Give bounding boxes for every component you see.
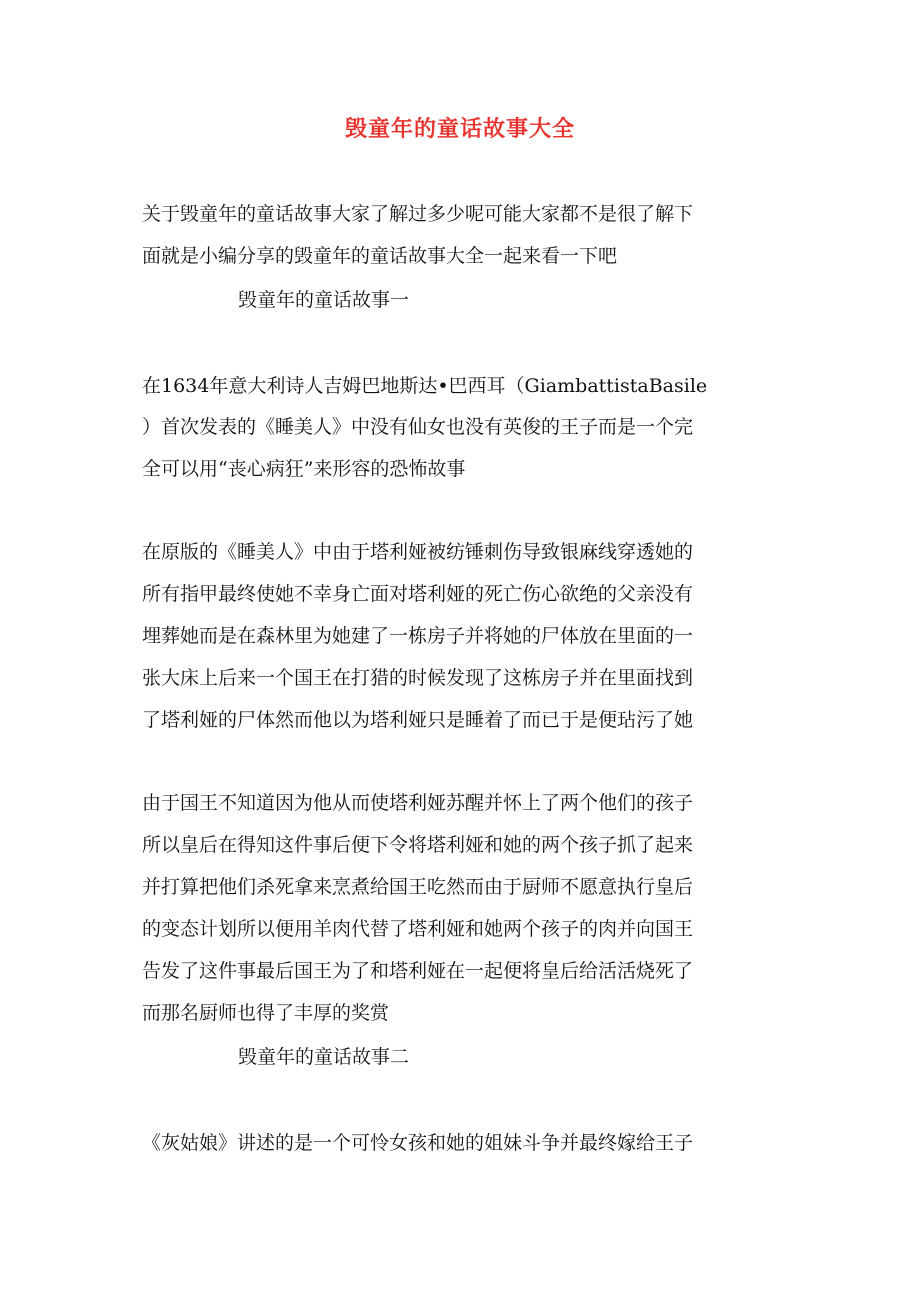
paragraph-3-line-1: 由于国王不知道因为他从而使塔利娅苏醒并怀上了两个他们的孩子: [142, 792, 694, 814]
paragraph-1-line-3: 全可以用“丧心病狂”来形容的恐怖故事: [142, 458, 466, 480]
paragraph-2-line-4: 张大床上后来一个国王在打猎的时候发现了这栋房子并在里面找到: [142, 667, 694, 689]
intro-line-2: 面就是小编分享的毁童年的童话故事大全一起来看一下吧: [142, 245, 618, 267]
paragraph-1-line-2: ）首次发表的《睡美人》中没有仙女也没有英俊的王子而是一个完: [142, 416, 694, 438]
section-heading-1: 毁童年的童话故事一: [238, 289, 410, 311]
paragraph-2-line-3: 埋葬她而是在森林里为她建了一栋房子并将她的尸体放在里面的一: [142, 625, 694, 647]
paragraph-1-line-1: 在1634年意大利诗人吉姆巴地斯达•巴西耳（GiambattistaBasile: [142, 375, 708, 397]
paragraph-2-line-1: 在原版的《睡美人》中由于塔利娅被纺锤刺伤导致银麻线穿透她的: [142, 541, 694, 563]
paragraph-3-line-4: 的变态计划所以便用羊肉代替了塔利娅和她两个孩子的肉并向国王: [142, 918, 694, 940]
section-heading-2: 毁童年的童话故事二: [238, 1046, 410, 1068]
paragraph-3-line-6: 而那名厨师也得了丰厚的奖赏: [142, 1002, 390, 1024]
paragraph-2-line-2: 所有指甲最终使她不幸身亡面对塔利娅的死亡伤心欲绝的父亲没有: [142, 583, 694, 605]
paragraph-3-line-3: 并打算把他们杀死拿来烹煮给国王吃然而由于厨师不愿意执行皇后: [142, 876, 694, 898]
document-title: 毁童年的童话故事大全: [344, 117, 575, 142]
paragraph-3-line-2: 所以皇后在得知这件事后便下令将塔利娅和她的两个孩子抓了起来: [142, 834, 694, 856]
intro-line-1: 关于毁童年的童话故事大家了解过多少呢可能大家都不是很了解下: [142, 203, 694, 225]
paragraph-2-line-5: 了塔利娅的尸体然而他以为塔利娅只是睡着了而已于是便玷污了她: [142, 709, 694, 731]
paragraph-3-line-5: 告发了这件事最后国王为了和塔利娅在一起便将皇后给活活烧死了: [142, 960, 694, 982]
paragraph-4-line-1: 《灰姑娘》讲述的是一个可怜女孩和她的姐妹斗争并最终嫁给王子: [142, 1132, 694, 1154]
